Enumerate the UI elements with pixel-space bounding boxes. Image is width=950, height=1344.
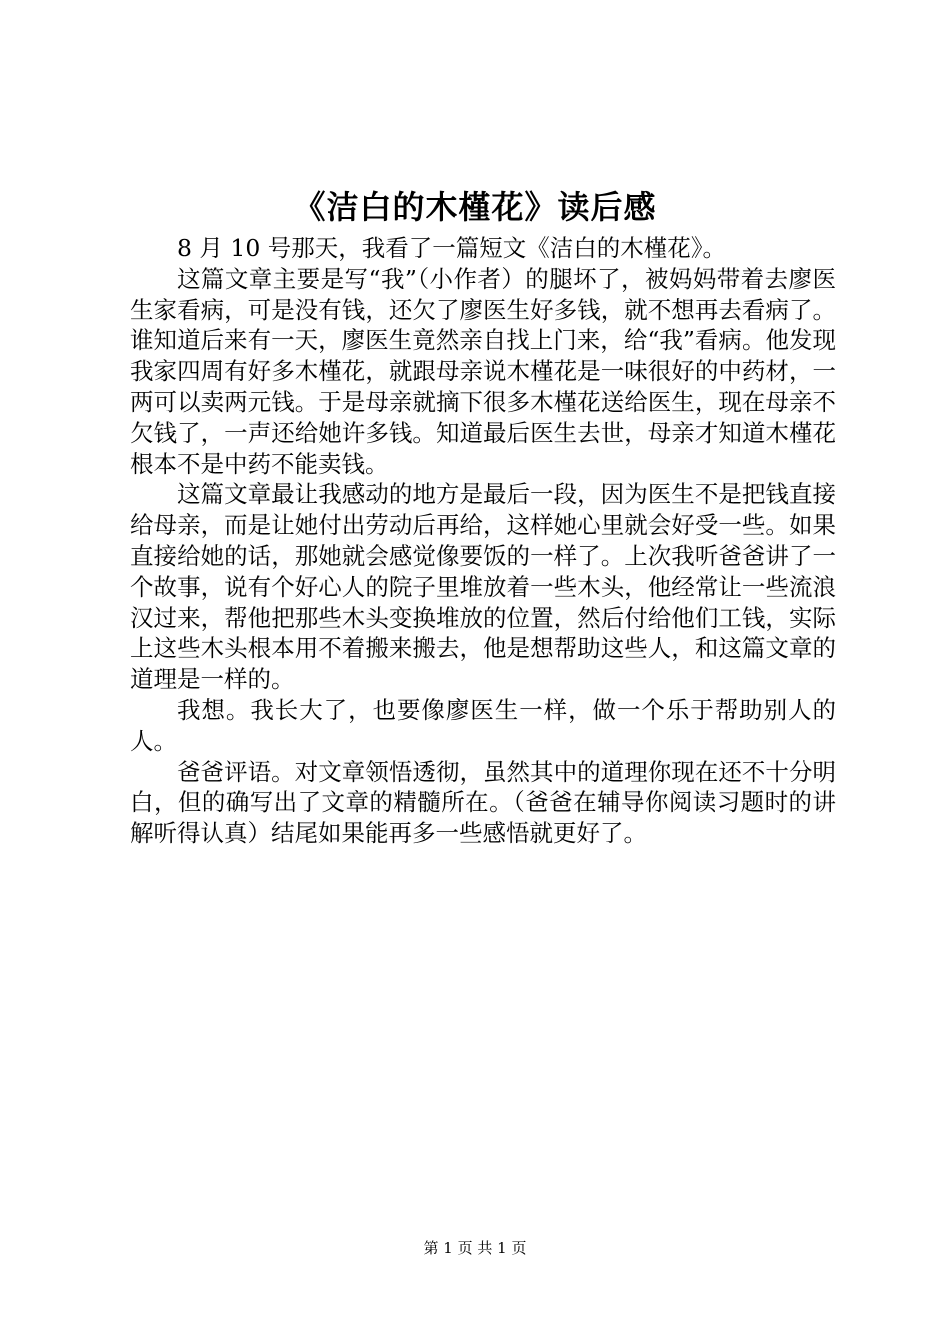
paragraph-father-comment: 爸爸评语。对文章领悟透彻，虽然其中的道理你现在还不十分明白，但的确写出了文章的精髓所在。（爸爸在辅导你阅读习题时的讲解听得认真）结尾如果能再多一些感悟就更好了。 (130, 757, 836, 848)
document-body (130, 233, 836, 849)
paragraph-summary: 这篇文章主要是写“我”（小作者）的腿坏了，被妈妈带着去廖医生家看病，可是没有钱，还欠了廖医生好多钱，就不想再去看病了。谁知道后来有一天，廖医生竟然亲自找上门来，给“我”看病。他发现我家四周有好多木槿花，就跟母亲说木槿花是一味很好的中药材，一两可以卖两元钱。于是母亲就摘下很多木槿花送给医生，现在母亲不欠钱了，一声还给她许多钱。知道最后医生去世，母亲才知道木槿花根本不是中药不能卖钱。 (130, 264, 836, 478)
document-title: 《洁白的木槿花》读后感 (293, 188, 657, 226)
paragraph-resolution: 我想。我长大了，也要像廖医生一样，做一个乐于帮助别人的人。 (130, 695, 836, 755)
page-number-footer: 第 1 页 共 1 页 (423, 1239, 527, 1257)
paragraph-intro: 8 月 10 号那天，我看了一篇短文《洁白的木槿花》。 (177, 234, 727, 262)
paragraph-reflection: 这篇文章最让我感动的地方是最后一段，因为医生不是把钱直接给母亲，而是让她付出劳动后再给，这样她心里就会好受一些。如果直接给她的话，那她就会感觉像要饭的一样了。上次我听爸爸讲了一个故事，说有个好心人的院子里堆放着一些木头，他经常让一些流浪汉过来，帮他把那些木头变换堆放的位置，然后付给他们工钱，实际上这些木头根本用不着搬来搬去，他是想帮助这些人，和这篇文章的道理是一样的。 (130, 480, 836, 694)
